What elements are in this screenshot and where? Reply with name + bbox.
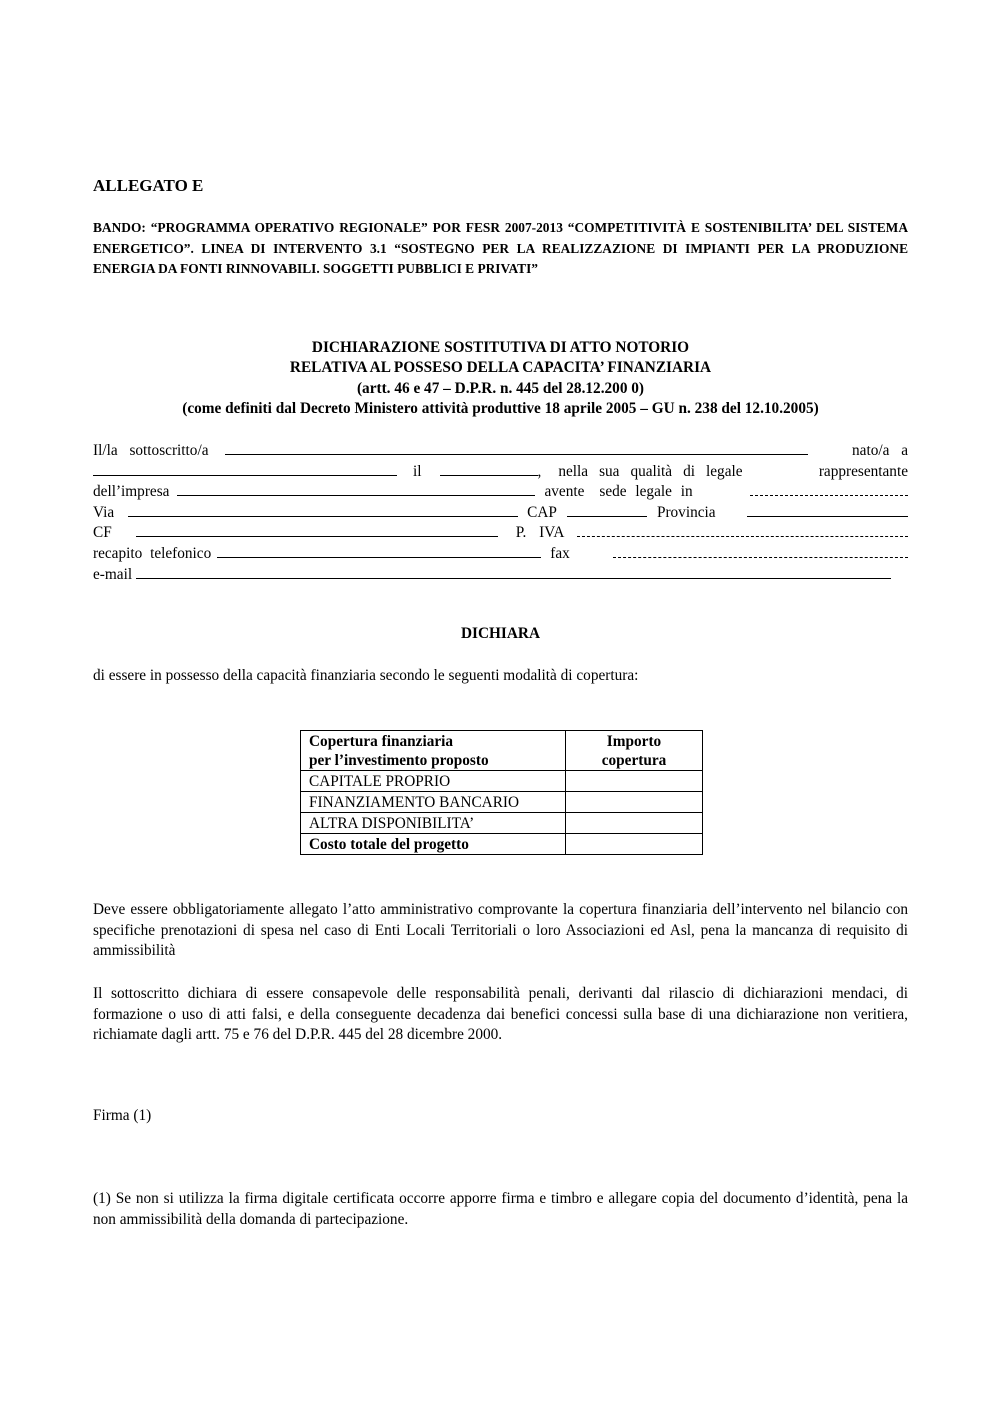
row-amount-totale[interactable]: [566, 834, 703, 855]
row-label-finanziamento: FINANZIAMENTO BANCARIO: [301, 792, 566, 813]
firma-label: Firma (1): [93, 1107, 152, 1124]
qualita-word-1: nella: [558, 462, 589, 480]
header-importo-line-1: Importo: [606, 733, 662, 750]
recapito-field[interactable]: [217, 543, 541, 558]
form-row-6: [93, 543, 908, 564]
row-label-totale: Costo totale del progetto: [301, 834, 566, 855]
header-importo-line-2: copertura: [601, 752, 667, 769]
qualita-word-4: di: [683, 462, 696, 480]
fax-label: fax: [550, 544, 570, 562]
fax-field[interactable]: [613, 543, 908, 558]
table-total-row: [301, 834, 703, 855]
form-row-4: [93, 502, 908, 523]
row-amount-finanziamento[interactable]: [566, 792, 703, 813]
table-header-row: [301, 731, 703, 771]
heading-line-2: RELATIVA AL POSSESO DELLA CAPACITA’ FINANZIARIA: [289, 359, 712, 377]
luogo-nascita-field[interactable]: [93, 461, 397, 476]
cf-field[interactable]: [136, 522, 498, 537]
header-copertura-line-2: per l’investimento proposto: [309, 752, 489, 769]
sede-legale-label: sede legale in: [599, 483, 693, 501]
provincia-label: Provincia: [656, 503, 716, 521]
declaration-heading: [93, 338, 908, 419]
cap-label: CAP: [527, 503, 557, 521]
header-copertura: [301, 731, 566, 771]
table-row: [301, 813, 703, 834]
impresa-label: dell’impresa: [93, 483, 170, 501]
form-row-3: [93, 481, 908, 502]
dichiara-heading: DICHIARA: [460, 625, 541, 642]
row-label-capitale: CAPITALE PROPRIO: [301, 771, 566, 792]
impresa-field[interactable]: [177, 481, 535, 496]
heading-line-3: (artt. 46 e 47 – D.P.R. n. 445 del 28.12.200 0): [356, 379, 645, 397]
heading-line-4: (come definiti dal Decreto Ministero attività produttive 18 aprile 2005 – GU n. 238 del 12.10.2005): [182, 399, 819, 417]
form-row-5: [93, 522, 908, 543]
footnote: (1) Se non si utilizza la firma digitale certificata occorre apporre firma e timbro e allegare copia del documento d’identità, pena la non ammissibilità della domanda di partecipazione.: [93, 1190, 908, 1228]
responsabilita-paragraph: Il sottoscritto dichiara di essere consapevole delle responsabilità penali, derivanti dal rilascio di dichiarazioni mendaci, di formazione o uso di atti falsi, e della conseguente decadenza dai benefici concessi sulla base di una dichiarazione non veritiera, richiamate dagli artt. 75 e 76 del D.P.R. 445 del 28 dicembre 2000.: [93, 985, 908, 1044]
piva-field[interactable]: [577, 522, 908, 537]
data-nascita-field[interactable]: [440, 461, 538, 476]
sottoscritto-label: Il/la sottoscritto/a: [93, 442, 209, 459]
via-field[interactable]: [128, 502, 518, 517]
row-amount-capitale[interactable]: [566, 771, 703, 792]
form-row-7: [93, 564, 908, 585]
recapito-label: recapito telefonico: [93, 544, 212, 562]
bando-title: BANDO: “PROGRAMMA OPERATIVO REGIONALE” POR FESR 2007-2013 “COMPETITIVITÀ E SOSTENIBILITA’ DEL SISTEMA ENERGETICO”. LINEA DI INTERVENTO 3.1 “SOSTEGNO PER LA REALIZZAZIONE DI IMPIANTI PER LA PRODUZIONE ENERGIA DA FONTI RINNOVABILI. SOGGETTI PUBBLICI E PRIVATI”: [93, 220, 908, 276]
cf-label: CF: [93, 524, 112, 542]
il-label: il: [413, 462, 422, 480]
provincia-field[interactable]: [747, 502, 908, 517]
qualita-word-6: rappresentante: [818, 462, 908, 480]
form-row-1: [93, 440, 908, 461]
email-label: e-mail: [93, 565, 133, 583]
piva-label: P. IVA: [515, 524, 565, 542]
qualita-word-3: qualità: [630, 462, 673, 480]
header-importo: [566, 731, 703, 771]
coverage-table: [300, 730, 703, 855]
header-copertura-line-1: Copertura finanziaria: [309, 733, 454, 750]
table-row: [301, 792, 703, 813]
form-row-2: [93, 461, 908, 482]
table-row: [301, 771, 703, 792]
avente-label: avente: [544, 483, 585, 501]
row-amount-altra[interactable]: [566, 813, 703, 834]
declarant-form: [93, 440, 908, 584]
sottoscritto-field[interactable]: [225, 440, 808, 455]
allegato-atto-paragraph: Deve essere obbligatoriamente allegato l’atto amministrativo comprovante la copertura finanziaria dell’intervento nel bilancio con specifiche prenotazioni di spesa nel caso di Enti Locali Territoriali o loro Associazioni ed Asl, pena la mancanza di requisito di ammissibilità: [93, 901, 908, 960]
via-label: Via: [93, 503, 115, 521]
intro-text: di essere in possesso della capacità finanziaria secondo le seguenti modalità di copertura:: [93, 667, 639, 684]
heading-line-1: DICHIARAZIONE SOSTITUTIVA DI ATTO NOTORIO: [311, 339, 690, 356]
sede-legale-field[interactable]: [750, 481, 908, 496]
cap-field[interactable]: [567, 502, 647, 517]
row-label-altra: ALTRA DISPONIBILITA’: [301, 813, 566, 834]
qualita-word-5: legale: [706, 462, 743, 480]
comma-separator: ,: [537, 462, 542, 480]
nato-label: nato/a a: [852, 442, 908, 459]
qualita-word-2: sua: [599, 462, 620, 480]
email-field[interactable]: [136, 564, 891, 579]
allegato-title: ALLEGATO E: [93, 176, 204, 195]
